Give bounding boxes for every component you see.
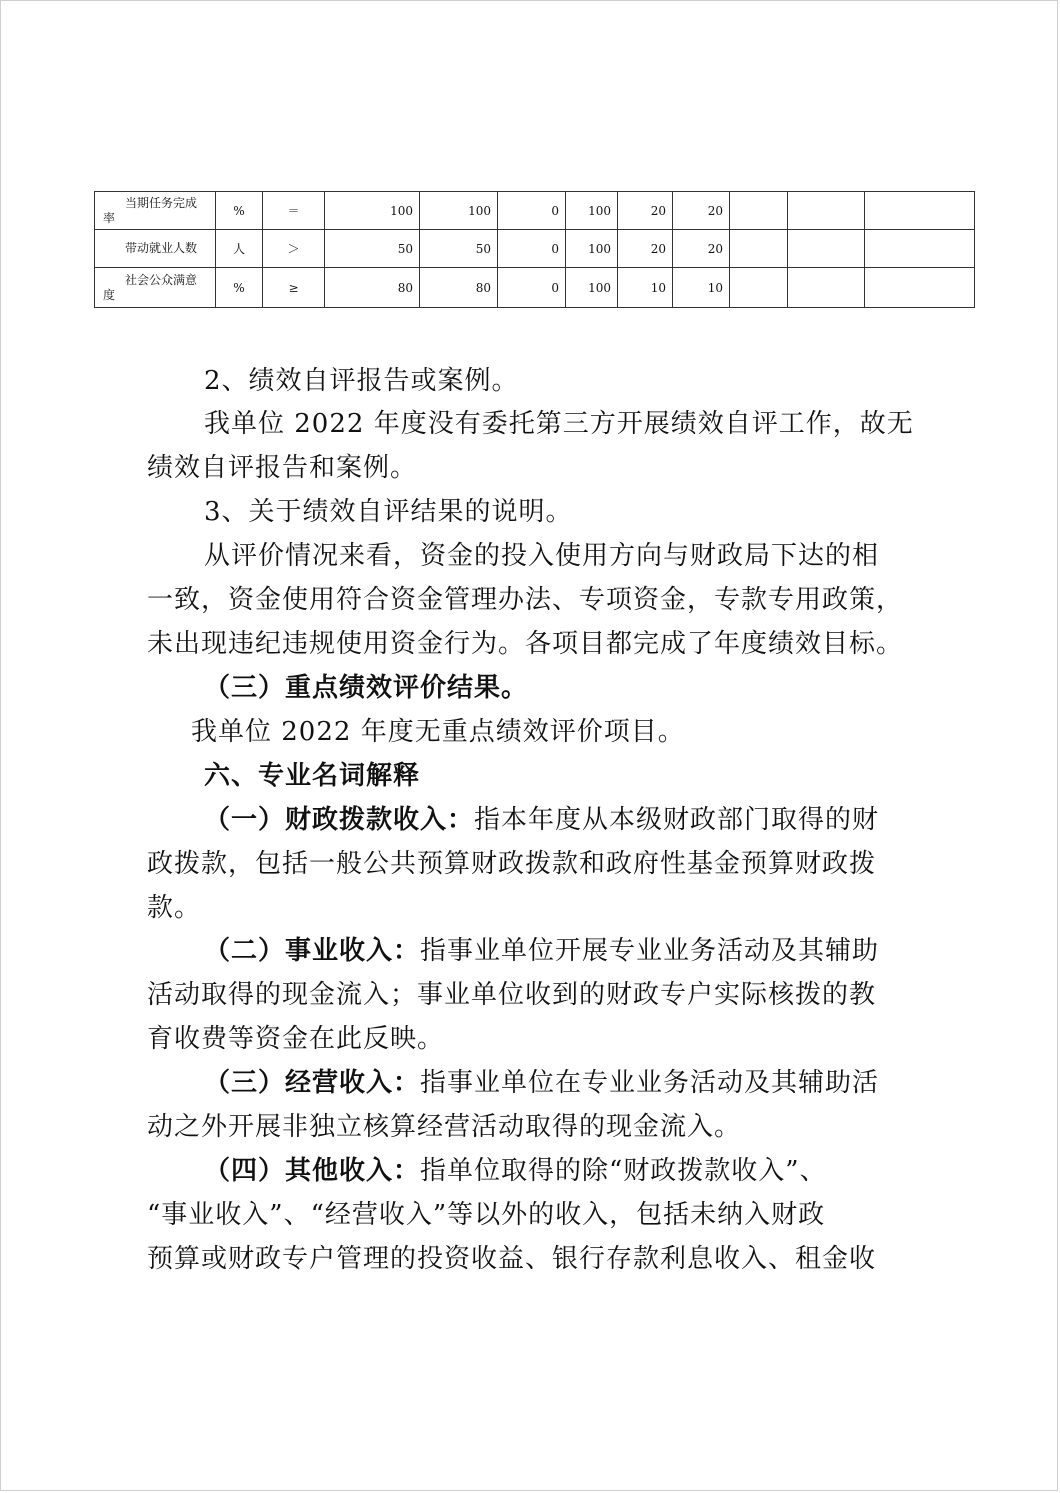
value-cell: 50 [325, 230, 420, 268]
empty-cell [865, 192, 975, 230]
paragraph-line: 动之外开展非独立核算经营活动取得的现金流入。 [147, 1112, 742, 1142]
indicator-text: 度 [103, 287, 116, 302]
term-label: （一）财政拨款收入： [204, 805, 475, 835]
paragraph-line: 3、关于绩效自评结果的说明。 [204, 497, 573, 527]
paragraph-line: 政拨款，包括一般公共预算财政拨款和政府性基金预算财政拨 [147, 849, 877, 879]
paragraph-line: 我单位 2022 年度无重点绩效评价项目。 [191, 717, 685, 747]
indicator-cell [95, 268, 216, 308]
value-cell: 0 [498, 268, 566, 308]
indicator-cell [95, 192, 216, 230]
value-cell: 20 [618, 230, 673, 268]
paragraph-line: 一致，资金使用符合资金管理办法、专项资金，专款专用政策， [147, 585, 904, 615]
indicator-cell [95, 230, 216, 268]
value-cell: 0 [498, 230, 566, 268]
term-definition: 指本年度从本级财政部门取得的财 [474, 805, 880, 835]
term-definition: 指事业单位在专业业务活动及其辅助活 [420, 1068, 880, 1098]
paragraph-line: 育收费等资金在此反映。 [147, 1024, 445, 1054]
paragraph-line: “事业收入”、“经营收入”等以外的收入，包括未纳入财政 [147, 1200, 826, 1230]
section-heading: 六、专业名词解释 [204, 761, 421, 791]
operator-cell: ＝ [263, 192, 325, 230]
value-cell: 80 [420, 268, 498, 308]
value-cell: 100 [566, 268, 618, 308]
value-cell: 100 [420, 192, 498, 230]
unit-cell: % [216, 192, 263, 230]
empty-cell [730, 268, 788, 308]
value-cell: 0 [498, 192, 566, 230]
paragraph-line: 款。 [147, 893, 202, 923]
indicator-text: 带动就业人数 [125, 241, 198, 255]
term-definition: 指事业单位开展专业业务活动及其辅助 [420, 936, 880, 966]
value-cell: 100 [325, 192, 420, 230]
value-cell: 50 [420, 230, 498, 268]
table-row [95, 230, 975, 268]
empty-cell [865, 230, 975, 268]
value-cell: 20 [618, 192, 673, 230]
table-row [95, 192, 975, 230]
indicator-text: 率 [103, 210, 116, 225]
empty-cell [865, 268, 975, 308]
operator-cell: ≥ [263, 268, 325, 308]
value-cell: 10 [673, 268, 730, 308]
value-cell: 80 [325, 268, 420, 308]
value-cell: 10 [618, 268, 673, 308]
paragraph-line: 活动取得的现金流入；事业单位收到的财政专户实际核拨的教 [147, 980, 877, 1010]
paragraph-line: 未出现违纪违规使用资金行为。各项目都完成了年度绩效目标。 [147, 629, 904, 659]
section-heading: （三）重点绩效评价结果。 [204, 673, 529, 703]
empty-cell [788, 192, 865, 230]
paragraph-line [204, 1154, 827, 1188]
unit-cell: % [216, 268, 263, 308]
empty-cell [788, 268, 865, 308]
term-label: （四）其他收入： [204, 1156, 421, 1186]
value-cell: 20 [673, 230, 730, 268]
unit-cell: 人 [216, 230, 263, 268]
empty-cell [730, 192, 788, 230]
paragraph-line: 我单位 2022 年度没有委托第三方开展绩效自评工作，故无 [204, 409, 914, 439]
table-row [95, 268, 975, 308]
empty-cell [730, 230, 788, 268]
value-cell: 100 [566, 192, 618, 230]
indicator-text: 社会公众满意 [125, 272, 198, 287]
paragraph-line: 预算或财政专户管理的投资收益、银行存款利息收入、租金收 [147, 1244, 877, 1274]
empty-cell [788, 230, 865, 268]
paragraph-line [204, 803, 879, 837]
paragraph-line [204, 1066, 879, 1100]
paragraph-line: 2、绩效自评报告或案例。 [204, 366, 519, 396]
paragraph-line: 绩效自评报告和案例。 [147, 453, 418, 483]
value-cell: 20 [673, 192, 730, 230]
performance-table [94, 191, 975, 308]
term-label: （二）事业收入： [204, 936, 421, 966]
term-definition: 指单位取得的除“财政拨款收入”、 [420, 1156, 827, 1186]
paragraph-line [204, 934, 879, 968]
operator-cell: ＞ [263, 230, 325, 268]
indicator-text: 当期任务完成 [125, 195, 198, 210]
paragraph-line: 从评价情况来看，资金的投入使用方向与财政局下达的相 [204, 541, 880, 571]
term-label: （三）经营收入： [204, 1068, 421, 1098]
value-cell: 100 [566, 230, 618, 268]
